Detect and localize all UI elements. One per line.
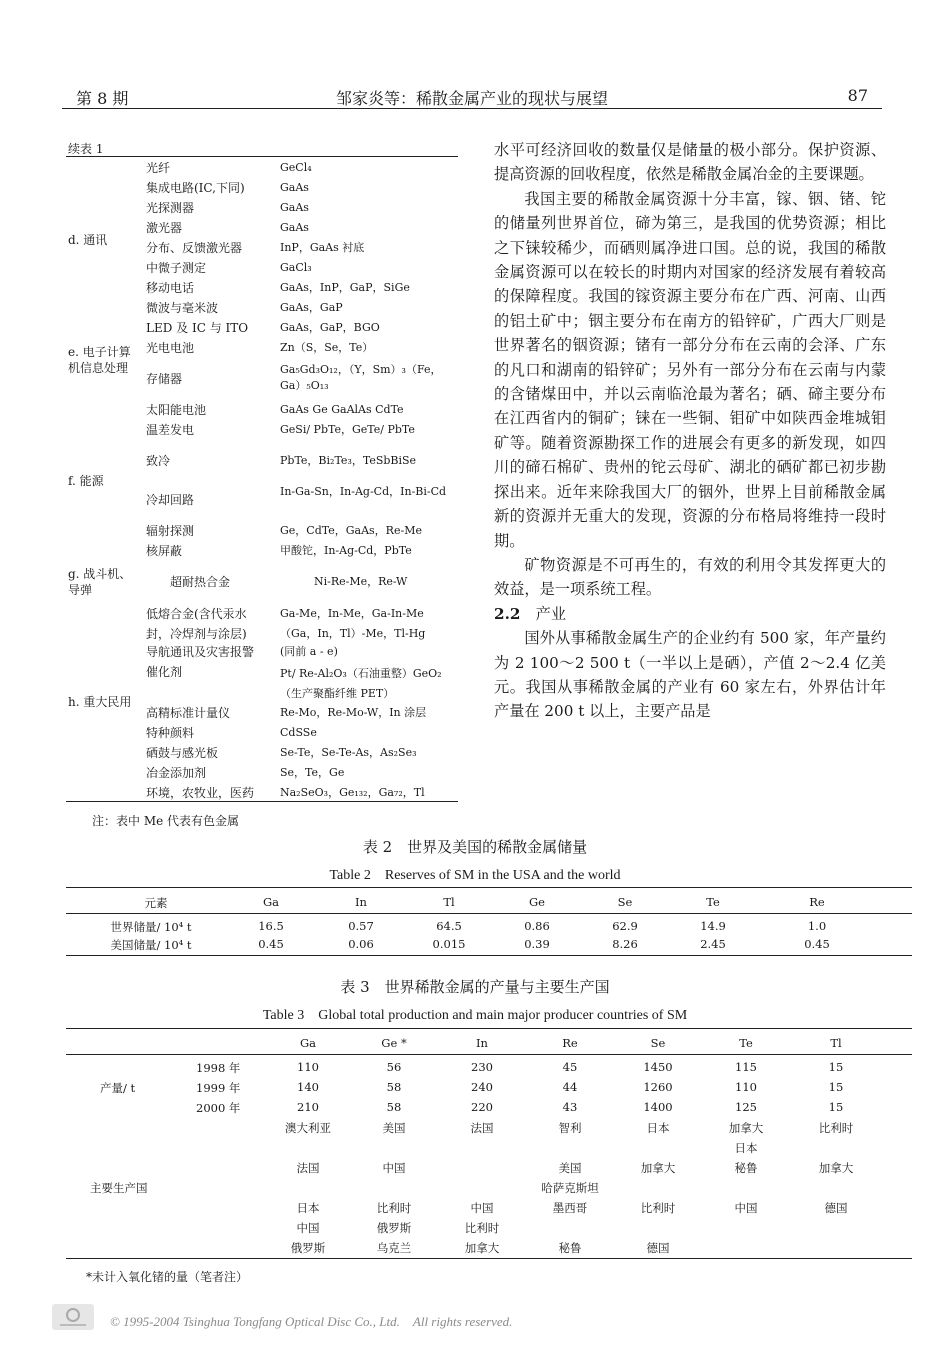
- table3-producer: 中国: [382, 1161, 406, 1175]
- table1-material: Ge，CdTe，GaAs，Re-Me: [280, 524, 422, 537]
- table1-app: 冷却回路: [146, 493, 195, 507]
- table3-producer: 秘鲁: [558, 1241, 582, 1255]
- table1-material: Pt/ Re-Al₂O₃（石油重整）GeO₂（生产聚酯纤维 PET）: [280, 667, 442, 700]
- table3-producer: 俄罗斯: [290, 1241, 326, 1255]
- table1-category: e. 电子计算机信息处理: [68, 345, 131, 375]
- table3-producer: 加拿大: [640, 1161, 676, 1175]
- table2-header: Ge: [529, 895, 545, 909]
- section-title: 产业: [535, 604, 566, 623]
- table1-material: Na₂SeO₃，Ge₁₃₂，Ga₇₂，Tl: [280, 786, 425, 799]
- table1-app: 环境，农牧业，医药: [146, 786, 255, 800]
- table3-producer: 比利时: [640, 1201, 676, 1215]
- page-number: 87: [847, 86, 868, 105]
- table1-app: 致冷: [146, 454, 171, 468]
- paragraph: 我国主要的稀散金属资源十分丰富，镓、铟、锗、铊的储量列世界首位，碲为第三，是我国的优势资源；相比之下铼较稀少，而硒则属净进口国。总的说，我国的稀散金属资源可以在较长的时期内对国家的经济发展有着较高的保障程度。我国的镓资源主要分布在广西、河南、山西的铝土矿中；铟主要分布在南方的铅锌矿，广西大厂则是世界著名的铟资源；锗有一部分分布在云南的会泽、广东的凡口和湖南的铅锌矿；另外有一部分分布在云南与内蒙的含锗煤田中，并以云南临沧最为著名；硒、碲主要分布在江西省内的铜矿；铼在一些铜、钼矿中如陕西金堆城钼矿等。随着资源勘探工作的进展会有更多的新发现，如四川的碲石棉矿、贵州的铊云母矿、湖北的硒矿都已初步勘探出来。近年来除我国大厂的铟外，世界上目前稀散金属新的资源并无重大的发现，资源的分布格局将维持一段时期。: [494, 189, 886, 550]
- table3-cell: 45: [562, 1060, 578, 1074]
- table1-app: 辐射探测: [146, 524, 195, 538]
- table1-material: Ga₅Gd₃O₁₂，（Y，Sm）₃（Fe，Ga）₅O₁₃: [280, 363, 442, 392]
- table3-producer: 法国: [470, 1121, 494, 1135]
- table2-bottom-rule: [66, 955, 912, 956]
- table3-bottom-rule: [66, 1258, 912, 1259]
- table3-cell: 43: [562, 1100, 578, 1114]
- table1-continued-label: 续表 1: [68, 142, 104, 156]
- table1-app: 分布、反馈激光器: [146, 241, 243, 255]
- table3-producer: 德国: [646, 1241, 670, 1255]
- table2-caption-cn: 表 2 世界及美国的稀散金属储量: [362, 838, 588, 856]
- table3-caption-cn: 表 3 世界稀散金属的产量与主要生产国: [340, 978, 610, 996]
- table3-cell: 15: [828, 1100, 844, 1114]
- table3-producer: 秘鲁: [734, 1161, 758, 1175]
- table1-material: Se-Te，Se-Te-As，As₂Se₃: [280, 746, 417, 759]
- table3-producer: 比利时: [376, 1201, 412, 1215]
- table3-cell: 220: [471, 1100, 493, 1114]
- table3-cell: 240: [471, 1080, 493, 1094]
- table1-material: GaAs，GaP: [280, 301, 343, 314]
- table3-producer: 日本: [646, 1121, 670, 1135]
- table1-top-rule: [66, 156, 458, 157]
- table1-app: 特种颜料: [146, 726, 195, 740]
- table1-material: In-Ga-Sn，In-Ag-Cd，In-Bi-Cd: [280, 485, 447, 498]
- table3-cell: 110: [735, 1080, 757, 1094]
- table3-producer: 德国: [824, 1201, 848, 1215]
- table2-cell: 14.9: [700, 919, 726, 933]
- table2-row: [66, 919, 912, 937]
- table3-cell: 58: [386, 1100, 402, 1114]
- table2-row: [66, 937, 912, 955]
- table1-app: 核屏蔽: [146, 544, 183, 558]
- table3-header: Tl: [830, 1036, 842, 1050]
- table3-cell: 44: [562, 1080, 578, 1094]
- table2-cell: 2.45: [700, 937, 726, 951]
- table2-row-label: 世界储量/ 10⁴ t: [110, 920, 192, 934]
- table3-production-label: 产量/ t: [100, 1081, 136, 1095]
- table2-cell: 0.39: [524, 937, 550, 951]
- table3-producer: 俄罗斯: [376, 1221, 412, 1235]
- table2-caption-en: Table 2 Reserves of SM in the USA and the world: [329, 868, 621, 883]
- table2-header: Te: [706, 895, 720, 909]
- copyright-text: © 1995-2004 Tsinghua Tongfang Optical Disc Co., Ltd. All rights reserved.: [110, 1314, 513, 1329]
- table2-cell: 0.57: [348, 919, 374, 933]
- header-rule: [62, 108, 882, 109]
- table1-app: 存储器: [146, 372, 183, 386]
- table1-app: 高精标准计量仪: [146, 706, 231, 720]
- table1-note: 注：表中 Me 代表有色金属: [92, 814, 240, 828]
- table2-header-rule: [66, 913, 912, 914]
- table3-producer: 中国: [470, 1201, 494, 1215]
- table3-year: 1998 年: [196, 1061, 241, 1075]
- table3-cell: 125: [735, 1100, 757, 1114]
- table3-cell: 115: [735, 1060, 757, 1074]
- table1-material: GaAs: [280, 181, 309, 194]
- table3-year: 2000 年: [196, 1101, 241, 1115]
- table2-header: Tl: [443, 895, 455, 909]
- paragraph: 水平可经济回收的数量仅是储量的极小部分。保护资源、提高资源的回收程度，依然是稀散金属冶金的主要课题。: [494, 141, 886, 184]
- table3-producer: 墨西哥: [552, 1201, 588, 1215]
- table1-app: 冶金添加剂: [146, 766, 207, 780]
- table3-cell: 230: [471, 1060, 493, 1074]
- table3-cell: 1450: [643, 1060, 673, 1074]
- table3-top-rule: [66, 1028, 912, 1029]
- table1-material: Zn（S，Se，Te）: [280, 341, 374, 354]
- table3-cell: 1260: [643, 1080, 673, 1094]
- table1-category: f. 能源: [68, 474, 104, 488]
- table3-producer: 乌克兰: [376, 1241, 412, 1255]
- table3-producer: 美国: [558, 1161, 582, 1175]
- table3-producer: 美国: [382, 1121, 406, 1135]
- issue-number: 第 8 期: [76, 89, 129, 108]
- section-heading: [494, 602, 886, 626]
- table3-header: In: [476, 1036, 488, 1050]
- paragraph: 国外从事稀散金属生产的企业约有 500 家，年产量约为 2 100～2 500 t（一半以上是硒），产值 2～2.4 亿美元。我国从事稀散金属的产业有 60 家左右，外界估计年产量在 200 t 以上，主要产品是: [494, 629, 886, 721]
- copyright-footer: [52, 1304, 872, 1334]
- table3-cell: 1400: [643, 1100, 673, 1114]
- table2-header: 元素: [144, 896, 168, 910]
- running-title: 邹家炎等：稀散金属产业的现状与展望: [335, 89, 608, 108]
- table3-producer-label: 主要生产国: [90, 1181, 148, 1195]
- table3-header-rule: [66, 1054, 912, 1055]
- table2-cell: 1.0: [807, 919, 827, 933]
- table2-row-label: 美国储量/ 10⁴ t: [110, 938, 192, 952]
- table3-producer: 比利时: [464, 1221, 500, 1235]
- table1-app: 集成电路(IC,下同): [146, 181, 245, 195]
- table1-app: 催化剂: [146, 665, 183, 679]
- table3-producer: 日本: [296, 1201, 320, 1215]
- table3-producer: 中国: [296, 1221, 320, 1235]
- table1-material: GaAs，GaP，BGO: [280, 321, 380, 334]
- table1-material: CdSSe: [280, 726, 317, 739]
- table1-material: Re-Mo，Re-Mo-W，In 涂层: [280, 706, 427, 719]
- table2-header: In: [355, 895, 367, 909]
- table2-cell: 64.5: [436, 919, 462, 933]
- section-number: 2.2: [494, 604, 521, 623]
- table1-app: 中微子测定: [146, 261, 207, 275]
- table2-cell: 16.5: [258, 919, 284, 933]
- table1-category: g. 战斗机、导弹: [68, 567, 132, 597]
- table3-cell: 210: [297, 1100, 319, 1114]
- table1-material: GaAs Ge GaAlAs CdTe: [280, 403, 404, 416]
- table3-caption-en: Table 3 Global total production and main major producer countries of SM: [262, 1008, 688, 1023]
- table1-material: Ga-Me，In-Me，Ga-In-Me（Ga，In，Tl）-Me，Tl-Hg: [280, 607, 426, 640]
- table3-producer: 法国: [296, 1161, 320, 1175]
- table1-material: GeSi/ PbTe，GeTe/ PbTe: [280, 423, 415, 436]
- publisher-logo-icon: [52, 1304, 94, 1330]
- table1-category: h. 重大民用: [68, 695, 132, 709]
- table1-app: 光探测器: [146, 201, 195, 215]
- table2-cell: 0.86: [524, 919, 550, 933]
- table3-header: Ge *: [381, 1036, 407, 1050]
- table2-cell: 8.26: [612, 937, 638, 951]
- table1-app: 超耐热合金: [170, 575, 231, 589]
- table3-producer: 加拿大: [728, 1121, 764, 1135]
- table3-cell: 15: [828, 1060, 844, 1074]
- table2-cell: 0.06: [348, 937, 374, 951]
- table2-cell: 0.015: [432, 937, 466, 951]
- table2-header: Se: [617, 895, 633, 909]
- table3-producer: 哈萨克斯坦: [541, 1181, 599, 1195]
- running-header: [62, 82, 882, 108]
- paragraph: 矿物资源是不可再生的，有效的利用令其发挥更大的效益，是一项系统工程。: [494, 555, 886, 599]
- table3-producer: 比利时: [818, 1121, 854, 1135]
- table3-producer: 澳大利亚: [285, 1121, 331, 1135]
- table1-app: 低熔合金(含代汞水封，冷焊剂与涂层): [146, 607, 247, 641]
- table2-top-rule: [66, 887, 912, 888]
- table1-app: 移动电话: [146, 281, 195, 295]
- table3-year: 1999 年: [196, 1081, 241, 1095]
- table3-producer: 加拿大: [818, 1161, 854, 1175]
- table1-bottom-rule: [66, 801, 458, 802]
- table3-producer: 加拿大: [464, 1241, 500, 1255]
- table3-cell: 15: [828, 1080, 844, 1094]
- table1-material: PbTe，Bi₂Te₃，TeSbBiSe: [280, 454, 417, 467]
- table3-cell: 140: [297, 1080, 319, 1094]
- table2-header: Re: [809, 895, 825, 909]
- table1-app: 微波与毫米波: [146, 301, 219, 315]
- table1-app: 光电电池: [146, 341, 195, 355]
- table1-app: 硒鼓与感光板: [146, 746, 219, 760]
- table2-header: Ga: [262, 895, 280, 909]
- table1-app: 导航通讯及灾害报警: [146, 645, 255, 659]
- table1-material: 甲酸铊，In-Ag-Cd，PbTe: [280, 544, 412, 557]
- table1-material: Se，Te，Ge: [280, 766, 345, 779]
- table1-material: GaAs，InP，GaP，SiGe: [280, 281, 410, 294]
- table2-cell: 0.45: [258, 937, 284, 951]
- table3-footnote: *未计入氧化锗的量（笔者注）: [86, 1270, 249, 1284]
- table1-material: (同前 a - e): [280, 645, 338, 658]
- table1-app: 温差发电: [146, 423, 195, 437]
- table1-category: d. 通讯: [68, 233, 108, 247]
- table1-material: GeCl₄: [280, 161, 312, 174]
- body-text-right: [494, 138, 886, 724]
- table2-cell: 0.45: [804, 937, 830, 951]
- table1-app: 激光器: [146, 221, 183, 235]
- table1-material: GaCl₃: [280, 261, 312, 274]
- table3-producer: 智利: [558, 1121, 582, 1135]
- table3-cell: 56: [386, 1060, 402, 1074]
- table2-cell: 62.9: [612, 919, 638, 933]
- table3-cell: 58: [386, 1080, 402, 1094]
- table3-header: Te: [739, 1036, 753, 1050]
- table1-material: InP，GaAs 衬底: [280, 241, 365, 254]
- table3-producer: 日本: [734, 1141, 758, 1155]
- table1-app: LED 及 IC 与 ITO: [146, 321, 249, 335]
- table3-cell: 110: [297, 1060, 319, 1074]
- table1-material: GaAs: [280, 221, 309, 234]
- table1-material: Ni-Re-Me，Re-W: [314, 575, 408, 588]
- table3-header: Ga: [299, 1036, 317, 1050]
- table3-header: Re: [562, 1036, 578, 1050]
- table1-material: GaAs: [280, 201, 309, 214]
- table1-app: 太阳能电池: [146, 403, 207, 417]
- table2-header-row: [66, 895, 912, 913]
- table3-producer: 中国: [734, 1201, 758, 1215]
- table1-app: 光纤: [146, 161, 171, 175]
- table3-header: Se: [650, 1036, 666, 1050]
